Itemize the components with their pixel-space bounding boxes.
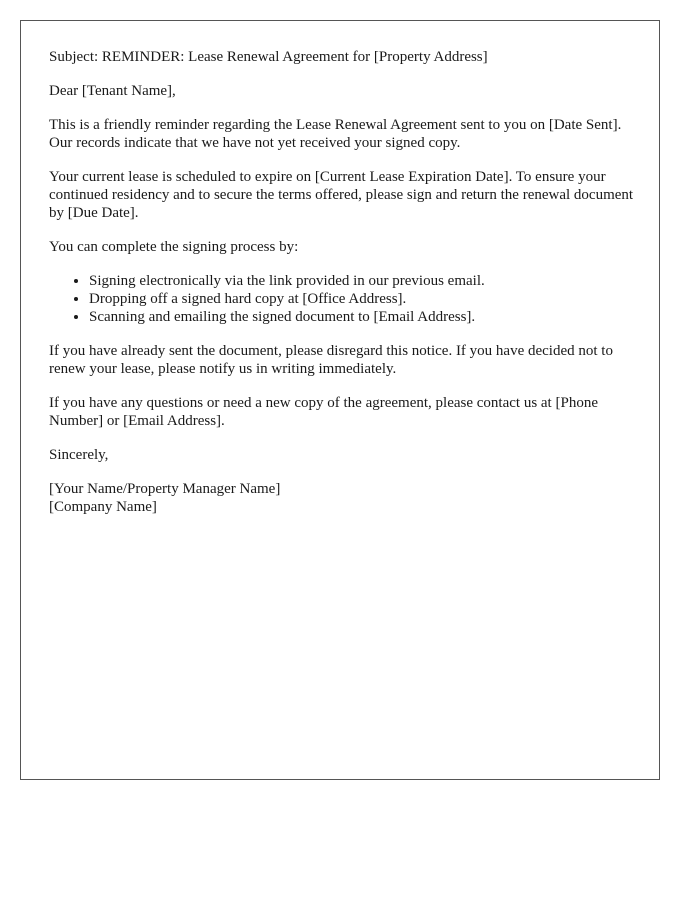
paragraph-contact-info: If you have any questions or need a new copy of the agreement, please contact us at [Phone Number] or [Email Address]. [49, 395, 598, 429]
paragraph-expiration: Your current lease is scheduled to expire on [Current Lease Expiration Date]. To ensure your continued residency and to secure the terms offered, please sign and return the renewal document by [Due Date]. [49, 169, 634, 221]
list-item: • Dropping off a signed hard copy at [Office Address]. [89, 290, 639, 308]
paragraph-disregard-notice: If you have already sent the document, please disregard this notice. If you have decided not to renew your lease, please notify us in writing immediately. [49, 343, 613, 377]
list-item: • Signing electronically via the link provided in our previous email. [89, 272, 639, 290]
list-item: • Scanning and emailing the signed document to [Email Address]. [89, 308, 639, 326]
sender-name: [Your Name/Property Manager Name] [49, 481, 281, 497]
salutation: Dear [Tenant Name], [49, 83, 176, 99]
letter-body [49, 48, 639, 516]
paragraph-reminder: This is a friendly reminder regarding the Lease Renewal Agreement sent to you on [Date Sent]. Our records indicate that we have not yet received your signed copy. [49, 117, 622, 151]
signing-options-list [49, 272, 639, 326]
document-page [20, 20, 660, 780]
signature-block [49, 480, 639, 516]
paragraph-signing-intro: You can complete the signing process by: [49, 239, 299, 255]
subject-line: Subject: REMINDER: Lease Renewal Agreement for [Property Address] [49, 49, 488, 65]
sign-off: Sincerely, [49, 447, 109, 463]
company-name: [Company Name] [49, 499, 157, 515]
